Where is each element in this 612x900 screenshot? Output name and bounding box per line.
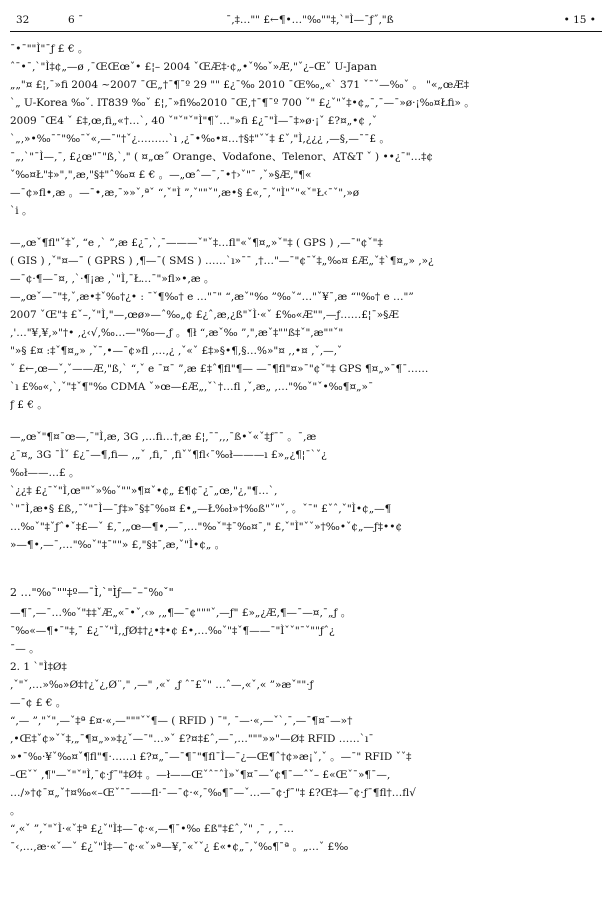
article-body xyxy=(10,40,602,856)
text-line: 2 …"‰ˉ""‡º—ˉÌ‚ˋ"Ìƒ—ˉ–ˉ‰ˇ" xyxy=(10,586,174,599)
text-line: ˆˉ•ˉ‚ˋ"Ì‡¢„—ø ‚ˉŒŒœˇ• £¦– 2004 ˇŒÆ‡·¢„•ˇ‰ˇ»Æ‚"ˇ¿–Œˇ U-Japan xyxy=(10,61,377,73)
header-page-number: 32 xyxy=(16,14,30,26)
text-line: »—¶•‚—ˉ‚…"‰ˇ"‡ˉ""» £‚"§‡ˉ‚æ‚ˇ"Ì•¢„ 。 xyxy=(10,539,226,551)
text-line: ( GIS ) ‚ˇ"¤—ˉ ( GPRS ) ‚¶—ˉ( SMS ) ……ˋı»ˉˉ ‚†…"—ˉ"¢ˉˇ‡„‰¤ £Æ„ˇ‡ˋ¶¤„» ‚»¿ xyxy=(10,255,434,267)
text-line: ˋ„ U-Korea ‰ˇ. IT839 ‰ˇ £¦‚ˉ»fi‰2010 ˉŒ‚†ˉ¶ˉº 700 ˇ" £¿ˇ"ˇ‡•¢„ˉ‚ˉ—ˉ»ø·¡‰¤Łfi» 。 xyxy=(10,97,475,109)
text-line xyxy=(10,220,602,234)
text-line: …/»†¢ˉ¤„ˇ†¤‰«–Œˇˉˉ——fl·ˉ—ˉ¢·«‚ˉ‰¶ˉ—ˇ…—ˉ¢·ƒˉ"‡ £?Œ‡—ˉ¢·ƒˉ¶fl†…fl√ xyxy=(10,787,416,799)
text-line: “‚— ”‚"ˇ"‚—ˇ‡ª £¤·«‚—"""ˇˇ¶— ( RFID ) ˉ"‚ ˉ—·«‚—ˇˋ‚ˉ‚—ˉ¶¤ˉ—»† xyxy=(10,715,353,727)
text-line: ˇ‰¤Ł"‡»"‚"‚æ‚"§‡"ˆ‰¤ £ € 。—„œˆ—ˉ‚ˉ•†›ˇ"ˉ ‚ˇ»§Æ‚"¶« xyxy=(10,169,312,181)
text-line: —¶ˉ‚—ˉ…‰ˇ"‡‡ˇÆ„«ˉ•ˇ‚‹» ‚„¶—ˉ¢"""ˇ‚—ƒ" £»„¿Æ‚¶—ˉ—¤‚ˉ„ƒ 。 xyxy=(10,607,352,619)
text-line: ˉ•ˉ""Ì"ˉƒ £ € 。 xyxy=(10,43,89,55)
text-line: ˋı £‰«‚ˋ‚ˇ"‡ˇ¶"‰ CDMA ˇ»œ—£Æ„‚ˇˋ†…fl ‚ˇ‚æ„ ‚…"‰ˇ"ˇ•‰¶¤„»ˉ xyxy=(10,381,374,393)
text-line: ˋ"ˉÌ‚æ•§ £ß‚‚ˉˇ"ˉÌ—ˉƒ‡»ˉ§‡ˉ‰¤ £•„—Ł‰ł»†‰ß"ˇ"ˇ‚ 。ˇˉ" £ˇˆ‚ˇ"Ì•¢„—¶ xyxy=(10,503,392,515)
text-line: ‚ˇ"ˇ‚…»‰»Ø‡†¿ˇ¿‚Ø¨‚" ‚—" ‚«ˇ ‚ƒ ˆˉ£ˇ" …ˆ—‚«ˇ‚« ”»æˇ""·ƒ xyxy=(10,679,314,691)
header-rule xyxy=(10,31,602,32)
text-line: „„"¤ £¦‚ˉ»fi 2004 ~2007 ˉŒ„†ˉ¶ˉº 29 "" £¿ˉ‰ 2010 ˉŒ‰„«ˋ 371 ˇˉˇ—‰ˇ 。 "«„œÆ‡ xyxy=(10,79,470,91)
text-line: »•ˉ‰·¥ˇ‰¤ˇ¶fl"¶·……ı £?¤„ˉ—ˉ¶ˉ"¶flˉÌ—ˉ¿—Œ¶ˆ†¢»æ¡ˇ‚ˇ 。—ˉ" RFID ˇˇ‡ xyxy=(10,751,412,763)
text-line: —„œˇ"¶¤ˉœ—‚ˉ"Ì‚æ‚ 3G ‚…fi…†‚æ £¦‚ˉˉ‚‚‚ˉß•ˇ«ˇ‡ƒˉˉ 。ˉ‚æ xyxy=(10,431,317,443)
text-line: "»§ £¤ :‡ˇ¶¤„» ‚ˇˉ‚•—ˉ¢»fl ‚…‚¿ ‚ˇ«ˇ £‡»§•¶‚§…%»"¤ ‚‚•¤ ‚ˇ‚—‚ˇ xyxy=(10,345,343,357)
text-line: 2009 ˉŒ4 ˇ £‡‚œ‚fi„«†…ˋ‚ 40 ˇ"ˇ"ˇ"Ì"¶ˇ…"»fi £¿ˉ"Ì—ˉ‡»ø·¡ˇ £?¤„•¢ ‚ˇ xyxy=(10,115,377,127)
text-line: ‰ł——…£ 。 xyxy=(10,467,80,479)
text-line: …‰ˇ"‡ˇƒˆ•ˇ‡£—ˇ £‚¯‚„œ—¶•‚—ˉ‚…"‰ˇ"‡ˉ‰¤ˉ‚" £‚ˇ"Ì"ˇˇ»†‰•ˇ¢„—ƒ‡••¢ xyxy=(10,521,403,533)
text-line: “‚«ˇ ”‚ˇ"ˇÌ·«ˇ‡ª £¿ˇ"Ì‡—ˉ¢·«‚—¶ˉ•‰ £ß"‡£ˆ‚ˇ" ‚ˉ ‚ ‚ˉ… xyxy=(10,823,295,835)
text-line: ˉ‹‚…‚æ·«ˇ—ˇ £¿ˇ"Ì‡—ˉ¢·«ˇ»ª—¥‚ˉ«ˇˇ¿ £«•¢„ˉ‚ˇ‰¶ˉª 。„…ˇ £‰ xyxy=(10,841,349,853)
text-line xyxy=(10,414,602,428)
header-journal-title: ˉ‚‡…"" £←¶•…"‰""‡‚ˋ"Ì—ˉƒ˝‚"ß xyxy=(226,14,394,26)
text-line: –Œˇˇ ‚¶"—ˇ"ˇ"Ì‚ˉ¢·ƒˉ"‡Ø‡ 。—ł——ŒˇˆˉˆÌ»ˇ¶¤ˉ—ˇ¢¶ˉ—ˆˇ– £«Œˇˉ»¶ˉ—‚ xyxy=(10,769,391,781)
text-line: ƒ £ € 。 xyxy=(10,399,48,411)
text-line: ˋ„‚»•‰ˉˉ"‰ˉˇ«‚—ˉ"†ˇ¿………ˋı ‚¿ˉ•‰•¤…†§‡"ˇˇ‡ £ˇ‚"Ì‚¿¿¿ ‚—§‚—ˉˉ£ 。 xyxy=(10,133,390,145)
text-line: ˇ £←‚œ—ˇ‚ˇ——Æ‚"ß‚ˋ “‚ˇ e ˉ¤ˉ ”‚æ £‡ˆ¶fl"¶— —ˉ¶fl"¤»ˉ"¢ˇ"‡ GPS ¶¤„»ˉ¶ˉ…… xyxy=(10,363,429,375)
running-header xyxy=(10,12,602,28)
header-issue: 6 ˉ xyxy=(68,14,84,26)
text-line: ˋi 。 xyxy=(10,205,33,217)
text-line: 2. 1 ˋ"Ì‡Ø‡ xyxy=(10,661,67,673)
text-line: ˉ„‚ˋ"ˉÌ—‚ˉ‚ £¿œ"ˉ"ß‚ˋ‚" ( ¤„œ˝ Orange、Vodafone、Telenor、AT&T ˇ ) ••¿ˉ"…‡¢ xyxy=(10,151,434,163)
text-line: ˋ¿¿‡ £¿ˉˇ"Ì‚œ""ˇ»‰ˇ""»¶¤ˇ•¢„ £¶¢ˉ¿ˉ„œ‚"¿‚"¶…ˋ‚ xyxy=(10,485,278,497)
text-line: —„œˇ—ˉ"‡‚ˇ‚æ•‡ˇ‰†¿• : ˉˇ¶‰† e …"ˉ" “‚æˇ"‰ ”‰ˇ“…"ˇ¥ˉ‚æ “"‰† e …"” xyxy=(10,291,414,303)
text-line xyxy=(10,554,602,568)
header-folio: • 15 • xyxy=(563,14,596,26)
text-line: 2007 ˇŒ"‡ £ˇ–‚ˇ"Ì‚"—‚œø»—ˆ‰„¢ £¿ˆ‚æ‚¿ß"ˇÌ·«ˇ £‰«Æ""‚—ƒ……£¦ˉ»§Æ xyxy=(10,309,399,321)
text-line: —ˉ¢ £ € 。 xyxy=(10,697,67,709)
text-line: ˉ— 。 xyxy=(10,643,40,655)
text-line: ¿ˉ¤„ 3G ˉÌˇ £¿ˉ—¶‚fi— ‚„ˇ ‚fi‚ˉ ‚fiˇˇ¶fl‹ˉ‰ł———ı £»„¿¶¦ˉˋˇ¿ xyxy=(10,449,327,461)
text-line: —ˉ¢·¶—ˉ¤‚ ‚ˋ·¶¡æ ‚ˋ"Ì‚ˉŁ…ˉ"»fl»•‚æ 。 xyxy=(10,273,215,285)
text-line: —ˉ¢»fl•‚æ 。—ˉ•‚æ‚ˉ»»ˇ‚ªˇ “‚ˇ"Ì ”‚ˇ""ˇ"‚æ•§ £«‚ˉ‚ˇ"Ì"ˇ"«ˇ"Ł‹ˉˇ"‚»ø xyxy=(10,187,360,199)
text-line: —„œˇ¶fl"ˇ‡ˇ‚ “e ‚ˋ ”‚æ £¿ˉ‚ˋ‚ˉ———ˇ"ˇ‡…fl"«ˇ¶¤„»ˇ"‡ ( GPS ) ‚—ˉ"¢ˇ"‡ xyxy=(10,237,383,249)
text-line: 。 xyxy=(10,805,21,817)
text-line: ‚•Œ‡ˇ¢»ˇˇ‡‚„ˉ¶¤„»»‡¿ˇ—ˉ"…»ˇ £?¤‡£ˆ‚—ˉ‚…"""»»"—Ø‡ RFID ……ˋıˉ xyxy=(10,733,374,745)
text-line: ‚'…"¥‚¥‚»"†• ‚¿‹√‚‰…—"‰—‚ƒ 。¶ł “‚æˇ‰ ”‚"‚æˇ‡""ß‡ˇ"‚æ""ˇ" xyxy=(10,327,344,339)
text-line xyxy=(10,568,602,582)
text-line: ˉ‰«—¶•ˉ"‡‚ˉ £¿ˉˇ"Ì‚‚ƒØ‡†¿•‡•¢ £•‚…‰ˇ"‡ˇ¶——ˉ"Ìˇˇ"ˉˇ""ƒˆ¿ xyxy=(10,625,335,637)
